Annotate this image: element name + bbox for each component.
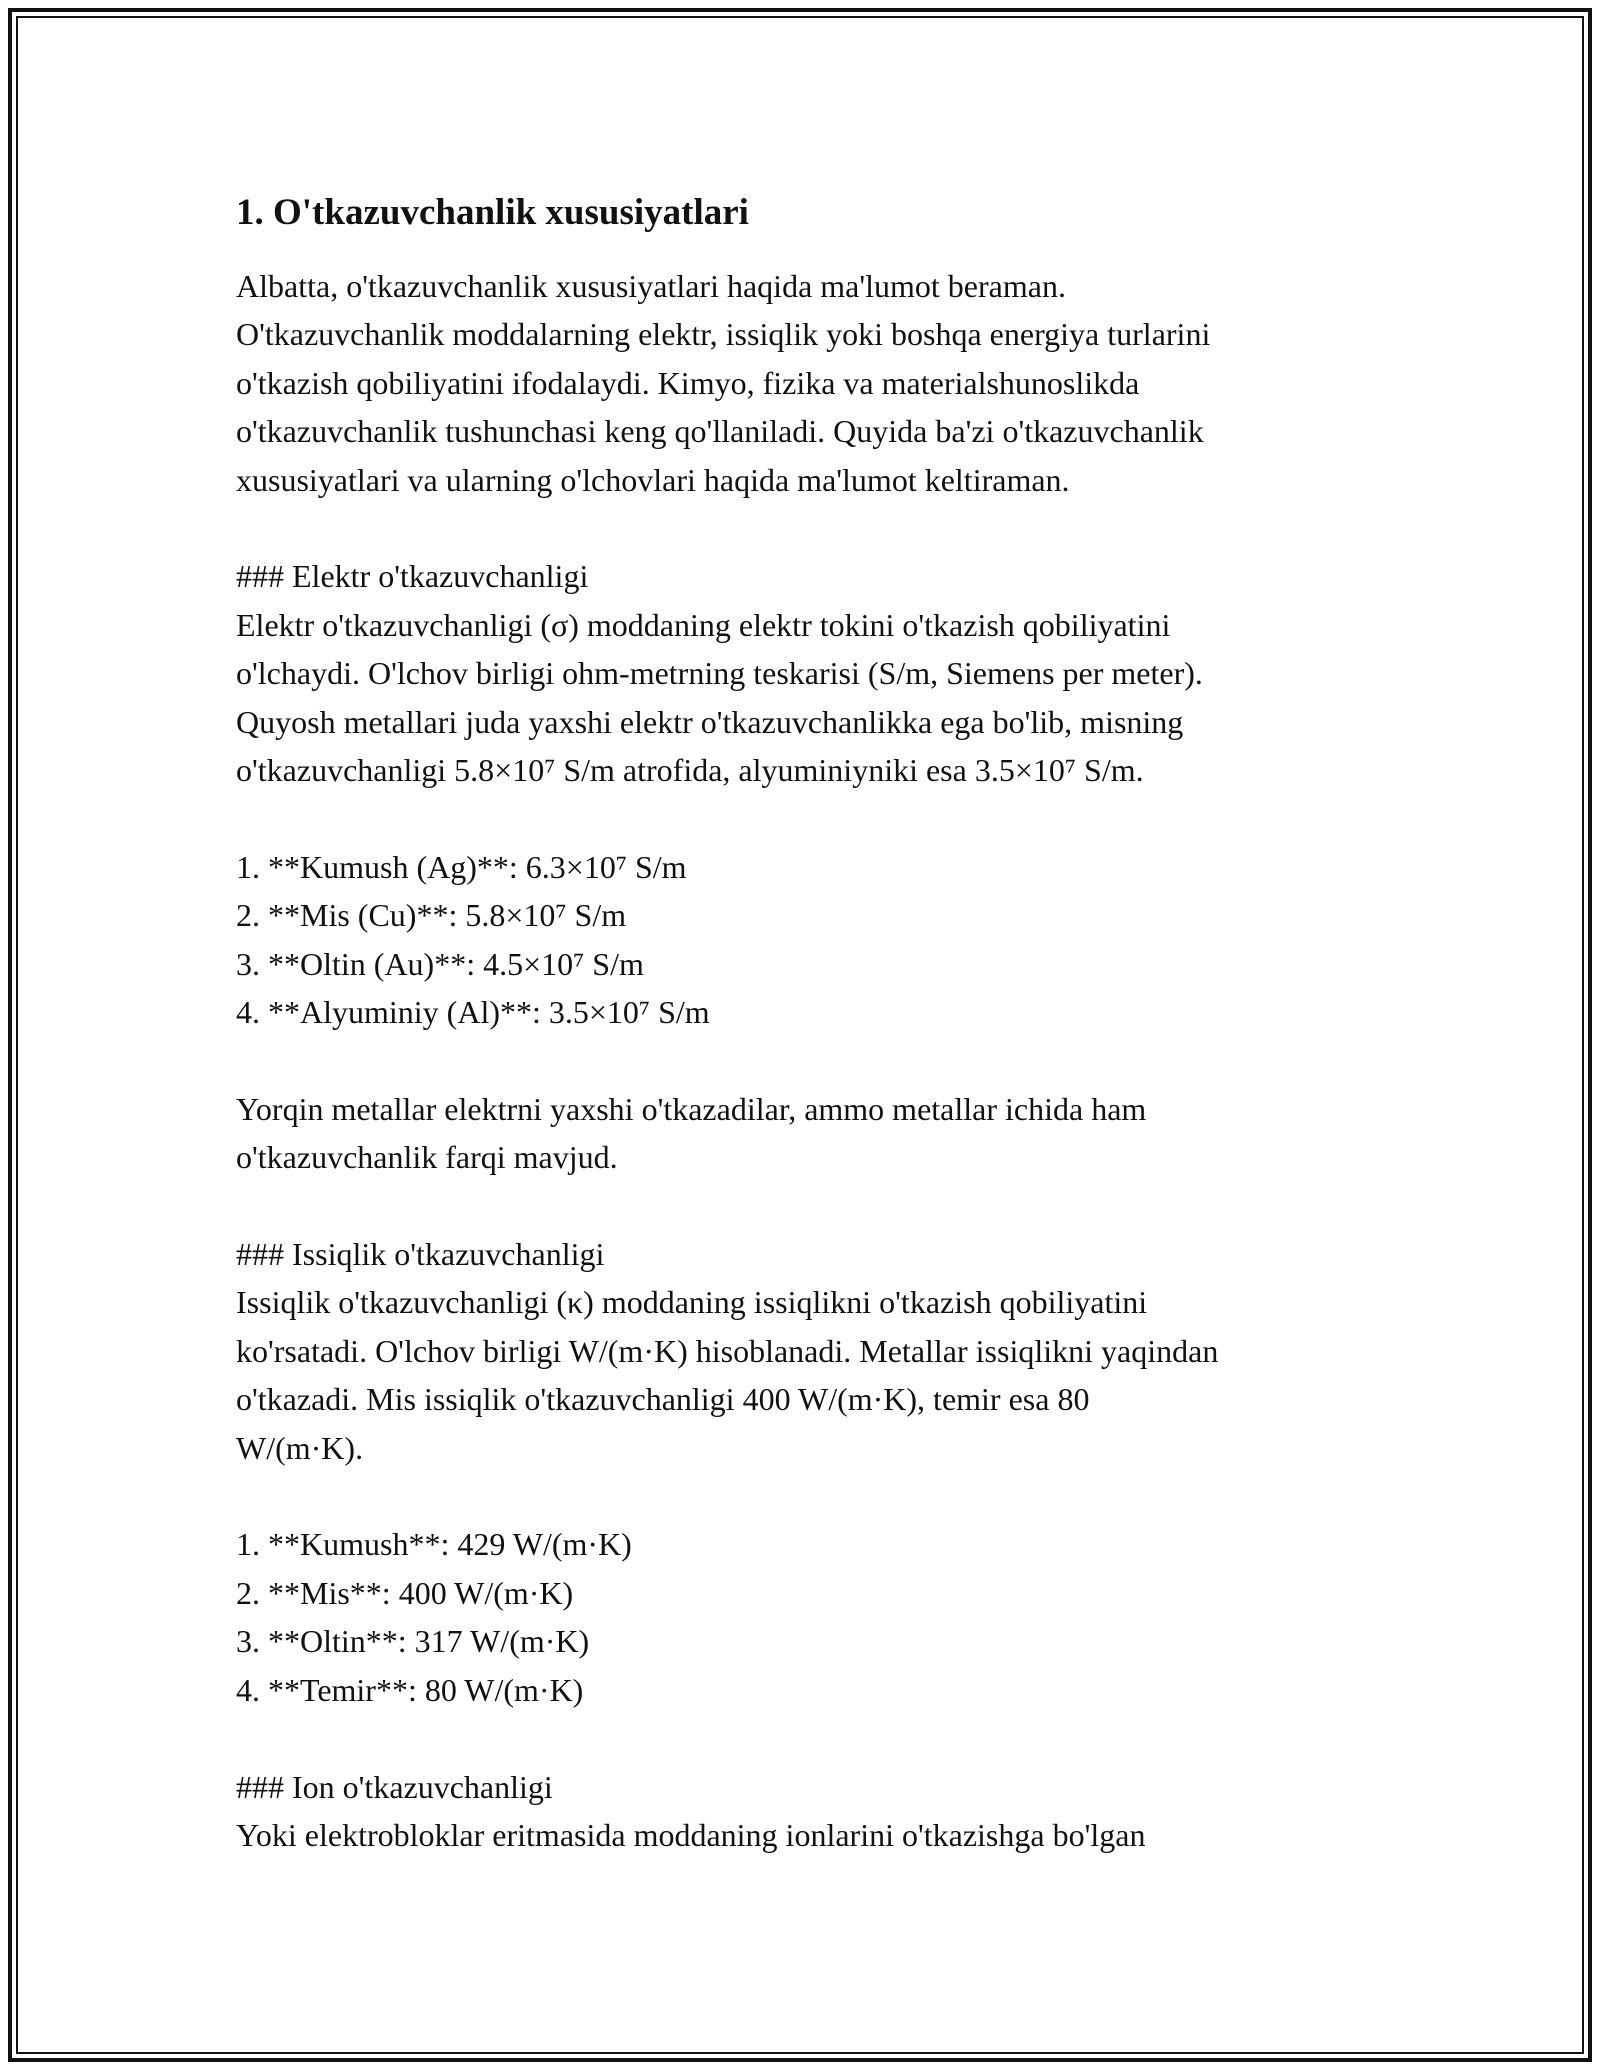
blank-line [236, 794, 1376, 842]
electric-list [236, 843, 1376, 1037]
blank-line [236, 1472, 1376, 1520]
list-item: 1. **Kumush**: 429 W/(m·K) [236, 1526, 632, 1563]
blank-line [236, 504, 1376, 552]
list-item: 1. **Kumush (Ag)**: 6.3×10⁷ S/m [236, 848, 687, 885]
text-line: Elektr o'tkazuvchanligi (σ) moddaning elektr tokini o'tkazish qobiliyatini [236, 606, 1171, 643]
text-line: o'tkazuvchanligi 5.8×10⁷ S/m atrofida, alyuminiyniki esa 3.5×10⁷ S/m. [236, 752, 1144, 789]
text-line: o'tkazish qobiliyatini ifodalaydi. Kimyo, fizika va materialshunoslikda [236, 364, 1140, 401]
list-item: 3. **Oltin**: 317 W/(m·K) [236, 1623, 590, 1660]
list-item: 4. **Alyuminiy (Al)**: 3.5×10⁷ S/m [236, 994, 710, 1031]
blank-line [236, 1036, 1376, 1084]
electric-subheading: ### Elektr o'tkazuvchanligi [236, 558, 589, 595]
text-line: Albatta, o'tkazuvchanlik xususiyatlari haqida ma'lumot beraman. [236, 268, 1066, 304]
text-line: Yorqin metallar elektrni yaxshi o'tkazadilar, ammo metallar ichida ham [236, 1090, 1147, 1127]
text-line: xususiyatlari va ularning o'lchovlari haqida ma'lumot keltiraman. [236, 461, 1070, 498]
ionic-paragraph [236, 1811, 1376, 1859]
thermal-list [236, 1520, 1376, 1714]
text-line: W/(m·K). [236, 1429, 364, 1466]
document-heading: 1. O'tkazuvchanlik xususiyatlari [236, 192, 749, 233]
thermal-subheading: ### Issiqlik o'tkazuvchanligi [236, 1236, 605, 1273]
ionic-subheading: ### Ion o'tkazuvchanligi [236, 1768, 553, 1805]
list-item: 3. **Oltin (Au)**: 4.5×10⁷ S/m [236, 945, 644, 982]
text-line: Quyosh metallari juda yaxshi elektr o'tkazuvchanlikka ega bo'lib, misning [236, 703, 1184, 740]
text-line: Issiqlik o'tkazuvchanligi (κ) moddaning issiqlikni o'tkazish qobiliyatini [236, 1284, 1148, 1321]
list-item: 2. **Mis**: 400 W/(m·K) [236, 1574, 574, 1611]
text-line: o'tkazadi. Mis issiqlik o'tkazuvchanligi 400 W/(m·K), temir esa 80 [236, 1381, 1090, 1418]
text-line: o'tkazuvchanlik farqi mavjud. [236, 1139, 618, 1176]
electric-paragraph [236, 601, 1376, 795]
text-line: o'tkazuvchanlik tushunchasi keng qo'llaniladi. Quyida ba'zi o'tkazuvchanlik [236, 413, 1204, 450]
thermal-paragraph [236, 1278, 1376, 1472]
text-line: Yoki elektrobloklar eritmasida moddaning ionlarini o'tkazishga bo'lgan [236, 1816, 1146, 1853]
text-line: o'lchaydi. O'lchov birligi ohm-metrning teskarisi (S/m, Siemens per meter). [236, 655, 1203, 692]
document-body [236, 186, 1376, 1859]
text-line: O'tkazuvchanlik moddalarning elektr, issiqlik yoki boshqa energiya turlarini [236, 316, 1211, 353]
list-item: 2. **Mis (Cu)**: 5.8×10⁷ S/m [236, 897, 627, 934]
blank-line [236, 1714, 1376, 1762]
text-line: ko'rsatadi. O'lchov birligi W/(m·K) hisoblanadi. Metallar issiqlikni yaqindan [236, 1332, 1219, 1369]
blank-line [236, 1182, 1376, 1230]
list-item: 4. **Temir**: 80 W/(m·K) [236, 1671, 584, 1708]
electric-note [236, 1085, 1376, 1182]
intro-paragraph [236, 262, 1376, 504]
